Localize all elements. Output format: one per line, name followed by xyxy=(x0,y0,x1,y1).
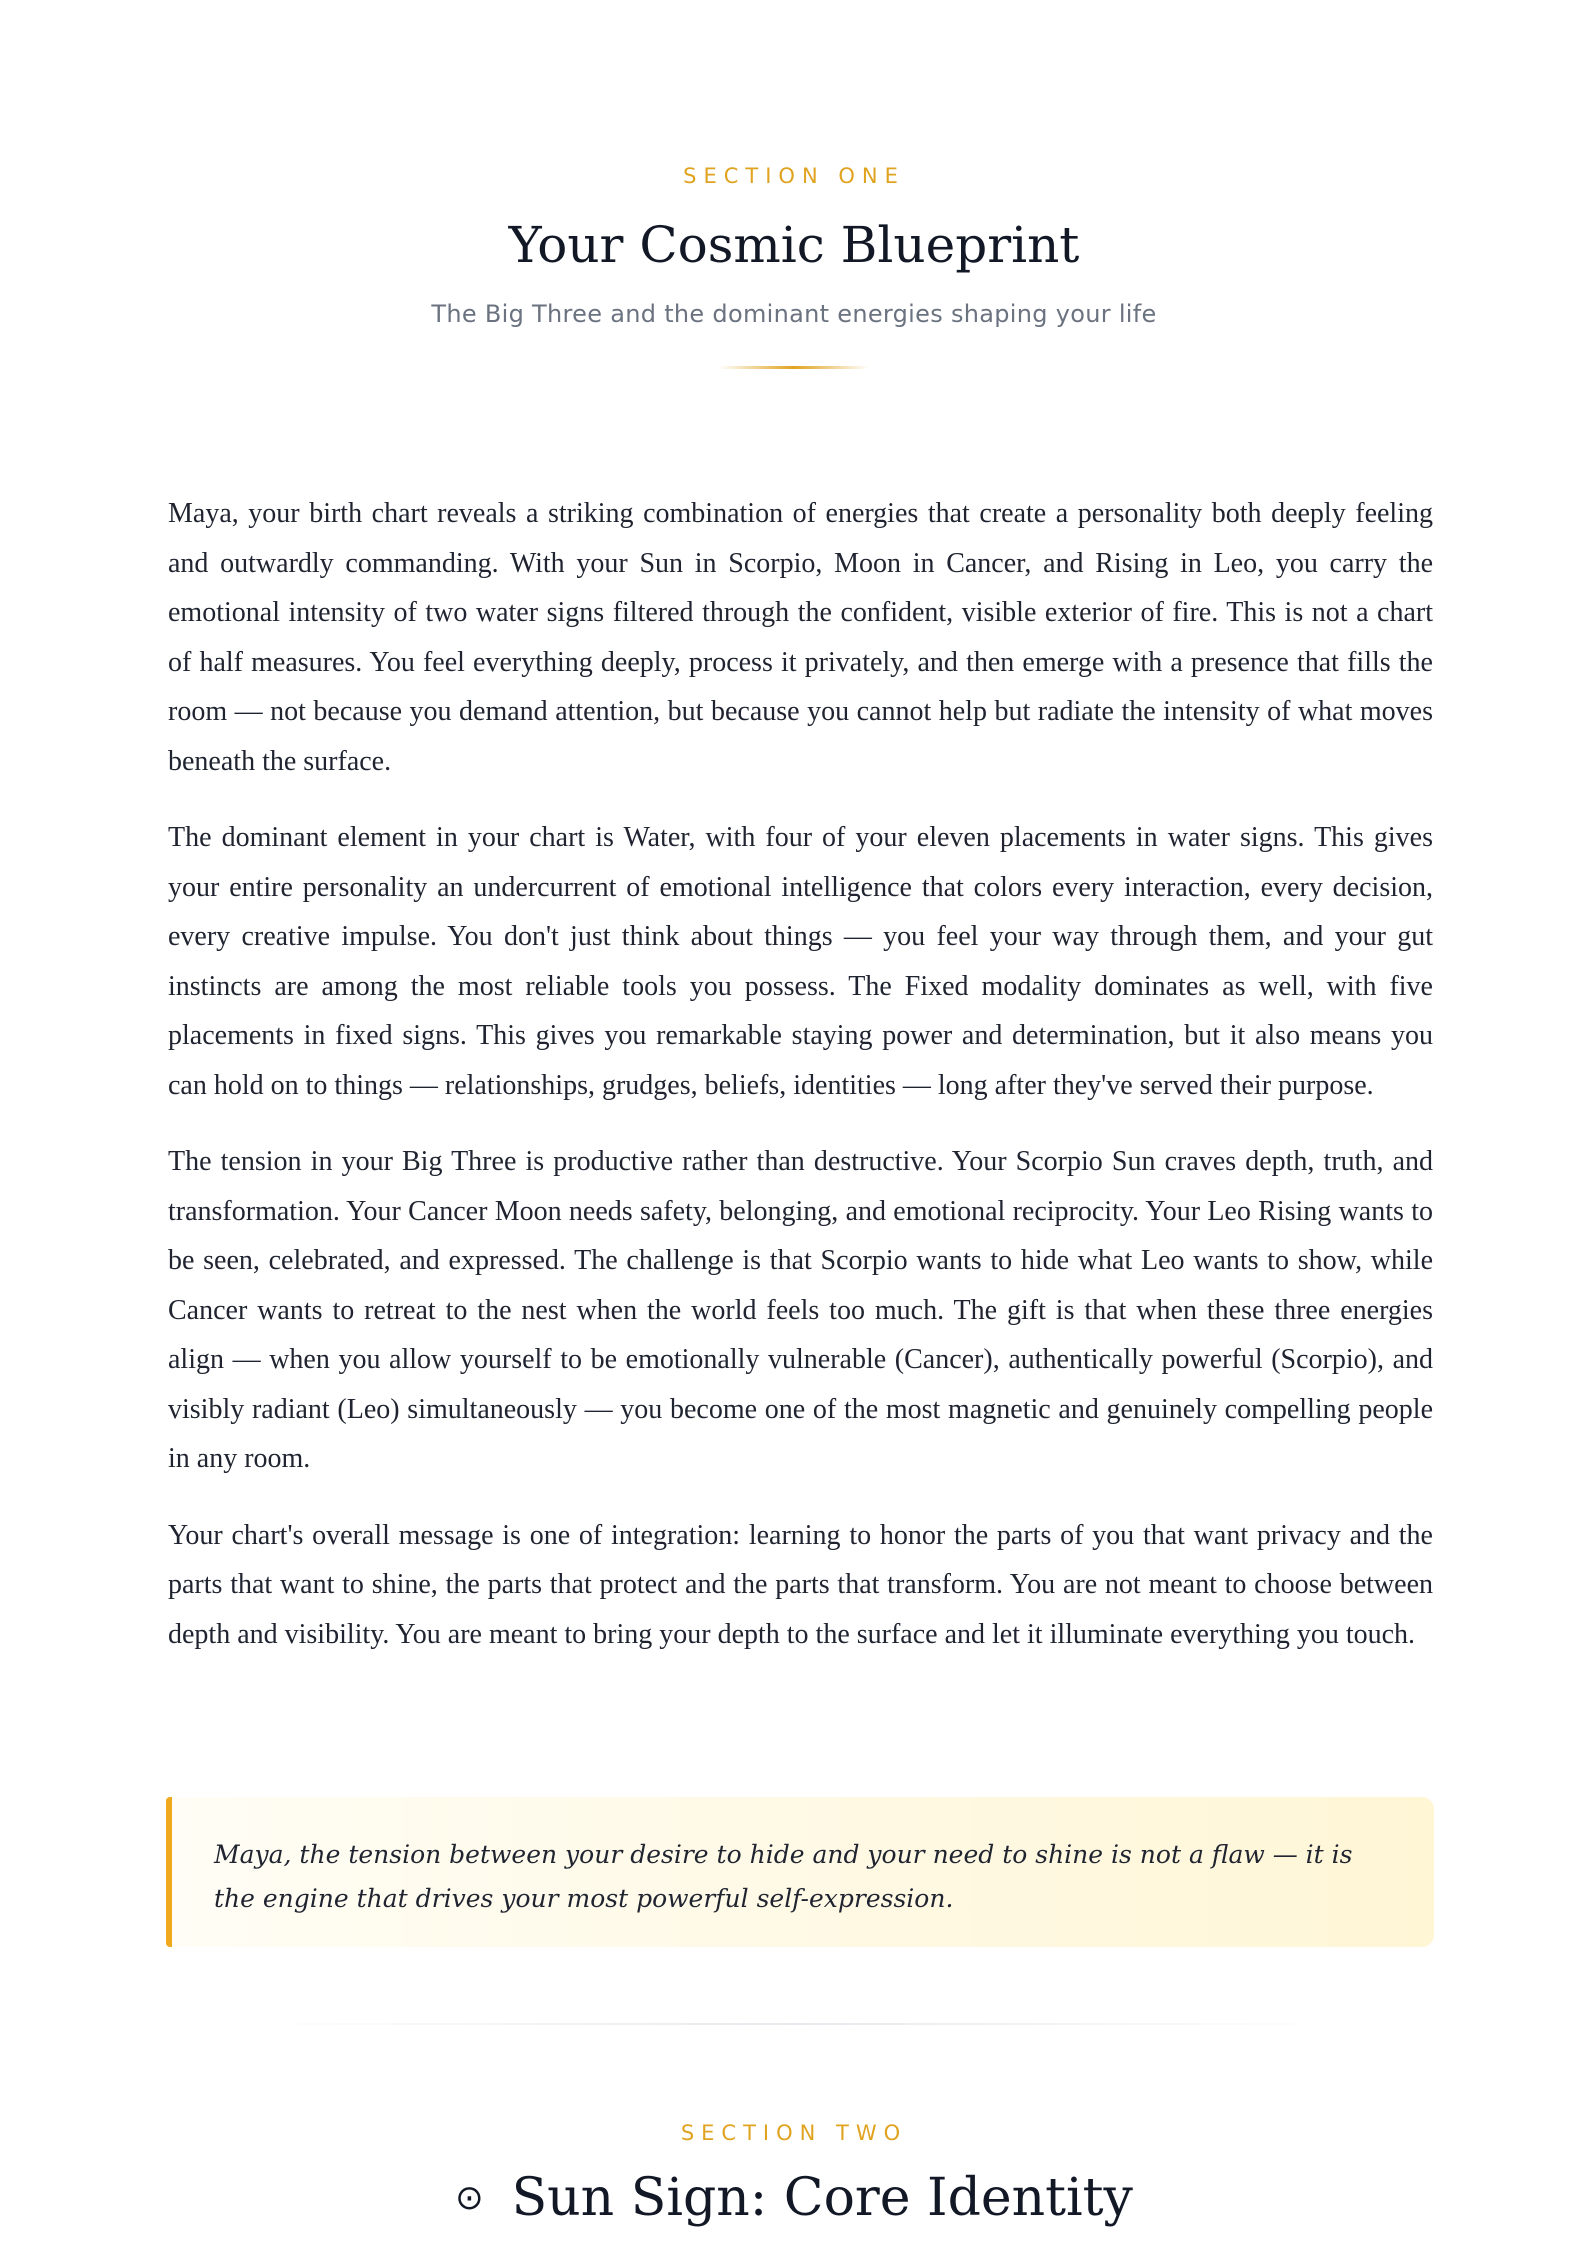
section-one-kicker: SECTION ONE xyxy=(683,164,905,188)
section-one-body xyxy=(168,489,1433,1686)
paragraph: Maya, your birth chart reveals a striking combination of energies that create a personality both deeply feeling and outwardly commanding. With your Sun in Scorpio, Moon in Cancer, and Rising in Leo, you carry the emotional intensity of two water signs filtered through the confident, visible exterior of fire. This is not a chart of half measures. You feel everything deeply, process it privately, and then emerge with a presence that fills the room — not because you demand attention, but because you cannot help but radiate the intensity of what moves beneath the surface. xyxy=(168,498,1433,777)
title-underline xyxy=(719,366,869,369)
sun-icon: ⊙ xyxy=(455,2178,484,2218)
section-two-kicker: SECTION TWO xyxy=(680,2121,908,2145)
paragraph: The tension in your Big Three is productive rather than destructive. Your Scorpio Sun craves depth, truth, and transformation. Your Cancer Moon needs safety, belonging, and emotional reciprocity. Your Leo Rising wants to be seen, celebrated, and expressed. The challenge is that Scorpio wants to hide what Leo wants to show, while Cancer wants to retreat to the nest when the world feels too much. The gift is that when these three energies align — when you allow yourself to be emotionally vulnerable (Cancer), authentically powerful (Scorpio), and visibly radiant (Leo) simultaneously — you become one of the most magnetic and genuinely compelling people in any room. xyxy=(168,1146,1433,1474)
section-divider xyxy=(250,2023,1340,2025)
paragraph: The dominant element in your chart is Water, with four of your eleven placements in water signs. This gives your entire personality an undercurrent of emotional intelligence that colors every interaction, every decision, every creative impulse. You don't just think about things — you feel your way through them, and your gut instincts are among the most reliable tools you possess. The Fixed modality dominates as well, with five placements in fixed signs. This gives you remarkable staying power and determination, but it also means you can hold on to things — relationships, grudges, beliefs, identities — long after they've served their purpose. xyxy=(168,822,1433,1101)
section-two-title: Sun Sign: Core Identity xyxy=(511,2168,1133,2228)
section-one-title: Your Cosmic Blueprint xyxy=(508,216,1080,274)
highlight-quote: Maya, the tension between your desire to hide and your need to shine is not a flaw — it is the engine that drives your most powerful self-expression. xyxy=(166,1797,1434,1947)
section-two-heading xyxy=(0,2168,1588,2228)
section-one-subtitle: The Big Three and the dominant energies shaping your life xyxy=(431,300,1157,328)
paragraph: Your chart's overall message is one of integration: learning to honor the parts of you that want privacy and the parts that want to shine, the parts that protect and the parts that transform. You are not meant to choose between depth and visibility. You are meant to bring your depth to the surface and let it illuminate everything you touch. xyxy=(168,1519,1433,1650)
